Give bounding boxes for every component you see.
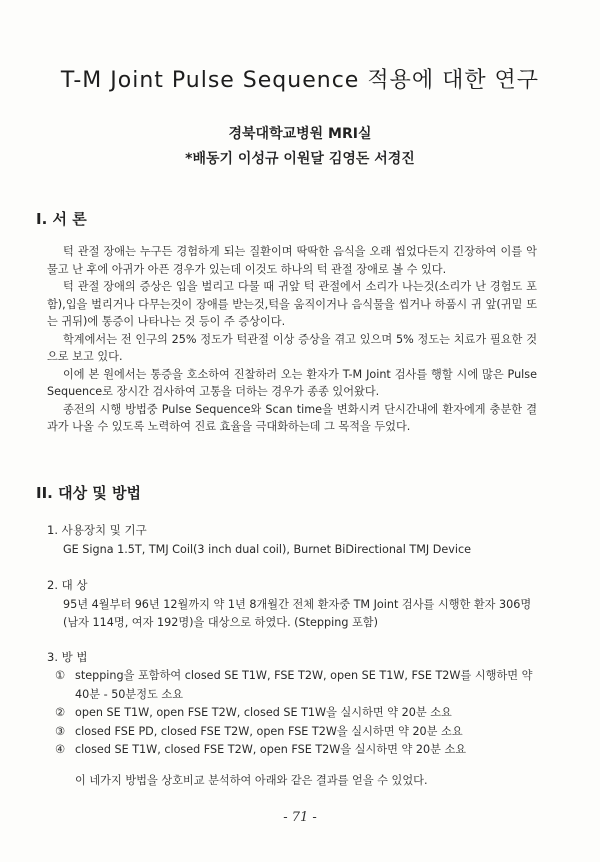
institution: 경북대학교병원 MRI실	[228, 126, 372, 142]
subjects-text: 95년 4월부터 96년 12월까지 약 1년 8개월간 전체 환자중 TM Joint 검사를 시행한 환자 306명(남자 114명, 여자 192명)을 대상으로 하였다. (Stepping 포함)	[63, 598, 532, 629]
intro-paragraph: 턱 관절 장애는 누구든 경험하게 되는 질환이며 딱딱한 음식을 오래 씹었다든지 긴장하여 이를 악물고 난 후에 아귀가 아픈 경우가 있는데 이것도 하나의 턱 관절 장애로 볼 수 있다.	[47, 245, 537, 276]
method-number: ③	[55, 724, 66, 738]
equipment-text: GE Signa 1.5T, TMJ Coil(3 inch dual coil), Burnet BiDirectional TMJ Device	[63, 543, 472, 556]
introduction-body	[47, 243, 537, 436]
section-heading-introduction: I. 서 론	[36, 210, 87, 228]
authors: *배동기 이성규 이원달 김영돈 서경진	[185, 151, 415, 167]
subsection-equipment-text	[63, 541, 533, 559]
page-number: - 71 -	[283, 810, 317, 825]
method-text: stepping을 포함하여 closed SE T1W, FSE T2W, open SE T1W, FSE T2W를 시행하면 약 40분 - 50분정도 소요	[75, 669, 533, 701]
method-text: closed FSE PD, closed FSE T2W, open FSE T2W을 실시하면 약 20분 소요	[75, 724, 463, 738]
method-number: ④	[55, 743, 66, 756]
method-item	[55, 667, 535, 704]
section-heading-methods: II. 대상 및 방법	[36, 484, 141, 502]
method-item	[55, 704, 535, 723]
method-number: ①	[55, 669, 66, 682]
subsection-methods-label: 3. 방 법	[47, 650, 88, 664]
methods-conclusion: 이 네가지 방법을 상호비교 분석하여 아래와 같은 결과를 얻을 수 있었다.	[75, 774, 428, 787]
method-item	[55, 723, 535, 742]
subsection-equipment-label: 1. 사용장치 및 기구	[47, 523, 147, 537]
subsection-subjects-text	[63, 596, 533, 631]
method-text: open SE T1W, open FSE T2W, closed SE T1W을 실시하면 약 20분 소요	[75, 706, 452, 719]
intro-paragraph: 종전의 시행 방법중 Pulse Sequence와 Scan time을 변화시켜 단시간내에 환자에게 충분한 결과가 나올 수 있도록 노력하여 진료 효율을 극대화하는데 그 목적을 두었다.	[47, 402, 537, 433]
paper-title: T-M Joint Pulse Sequence 적용에 대한 연구	[60, 68, 540, 93]
subsection-subjects-label: 2. 대 상	[47, 578, 88, 592]
intro-paragraph: 학계에서는 전 인구의 25% 정도가 턱관절 이상 증상을 겪고 있으며 5% 정도는 치료가 필요한 것으로 보고 있다.	[47, 332, 537, 363]
intro-paragraph: 턱 관절 장애의 증상은 입을 벌리고 다물 때 귀앞 턱 관절에서 소리가 나는것(소리가 난 경험도 포함),입을 벌리거나 다무는것이 장애를 받는것,턱을 움직이거나 음식물을 씹거나 하품시 귀 앞(귀밑 또는 귀뒤)에 통증이 나타나는 것 등이 주 증상이다.	[47, 280, 537, 328]
method-item	[55, 741, 535, 760]
method-number: ②	[55, 706, 66, 719]
intro-paragraph: 이에 본 원에서는 통증을 호소하여 진찰하러 오는 환자가 T-M Joint 검사를 행할 시에 많은 Pulse Sequence로 장시간 검사하여 고통을 더하는 경우가 종종 있어왔다.	[47, 367, 537, 398]
method-text: closed SE T1W, closed FSE T2W, open FSE T2W을 실시하면 약 20분 소요	[75, 743, 467, 756]
methods-list	[55, 667, 535, 760]
